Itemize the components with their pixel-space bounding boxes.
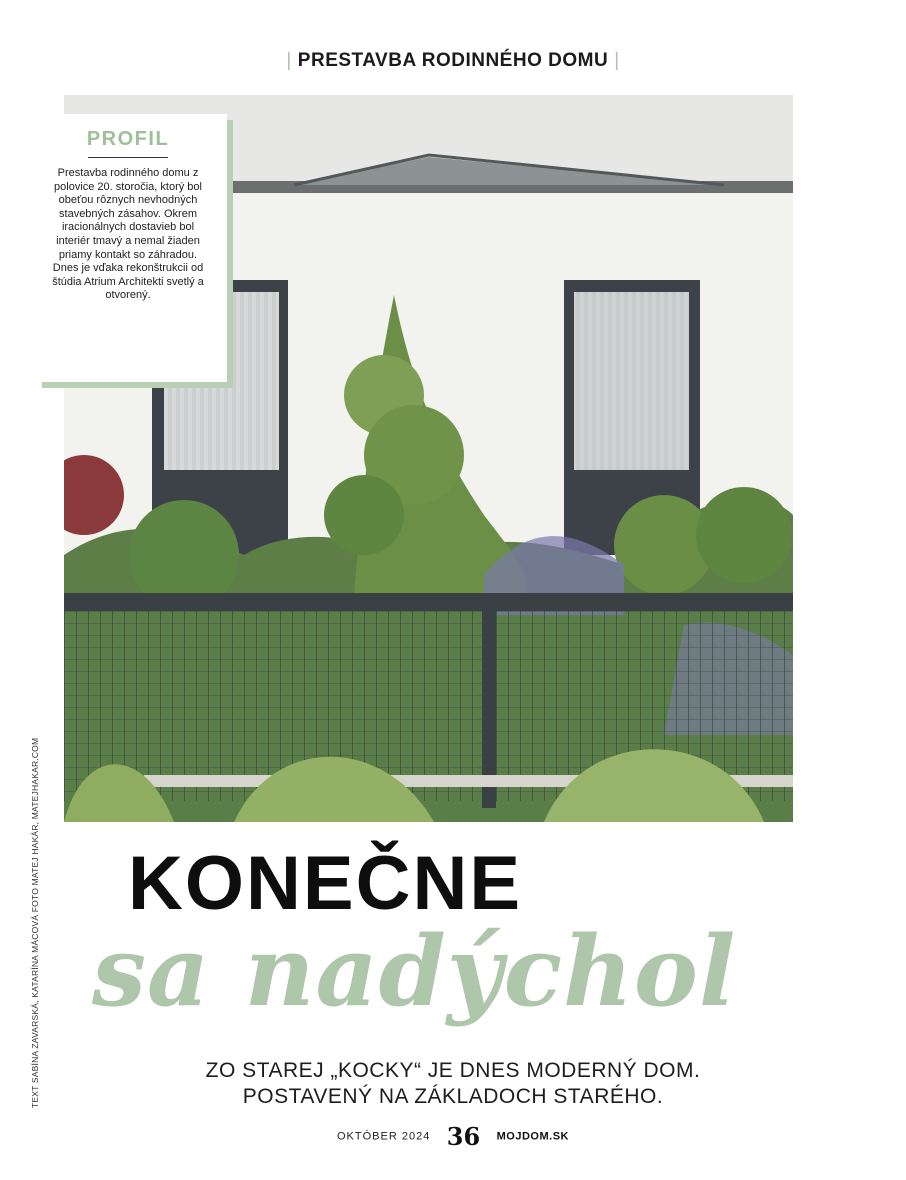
photo-credit: TEXT SABÍNA ZAVARSKÁ, KATARÍNA MÁCOVÁ FOTO MATEJ HAKÁR, MATEJHAKAR.COM bbox=[30, 737, 40, 1108]
headline-line-1: KONEČNE bbox=[128, 841, 523, 926]
subheadline-line-1: ZO STAREJ „KOCKY“ JE DNES MODERNÝ DOM. bbox=[205, 1059, 701, 1082]
profile-text: Prestavba rodinného domu z polovice 20. storočia, ktorý bol obeťou rôznych nevhodných stavebných zásahov. Okrem iracionálnych dostavieb bol interiér tmavý a nemal žiaden priamy kontakt so záhradou. Dnes je vďaka rekonštrukcii od štúdia Atrium Architekti svetlý a otvorený. bbox=[52, 167, 204, 302]
subheadline bbox=[0, 1058, 906, 1110]
profile-divider bbox=[88, 157, 168, 158]
profile-title: PROFIL bbox=[86, 128, 170, 150]
header-bar-left: | bbox=[286, 50, 292, 71]
page-footer bbox=[0, 1122, 906, 1151]
subheadline-line-2: POSTAVENÝ NA ZÁKLADOCH STARÉHO. bbox=[242, 1085, 664, 1108]
section-title: PRESTAVBA RODINNÉHO DOMU bbox=[297, 50, 609, 71]
section-header bbox=[0, 50, 906, 72]
issue-date: OKTÓBER 2024 bbox=[337, 1130, 431, 1143]
site-name: MOJDOM.SK bbox=[496, 1130, 569, 1143]
profile-box bbox=[36, 114, 227, 382]
page-number: 36 bbox=[446, 1122, 481, 1151]
headline-line-2: sa nadýchol bbox=[92, 915, 737, 1028]
header-bar-right: | bbox=[614, 50, 620, 71]
